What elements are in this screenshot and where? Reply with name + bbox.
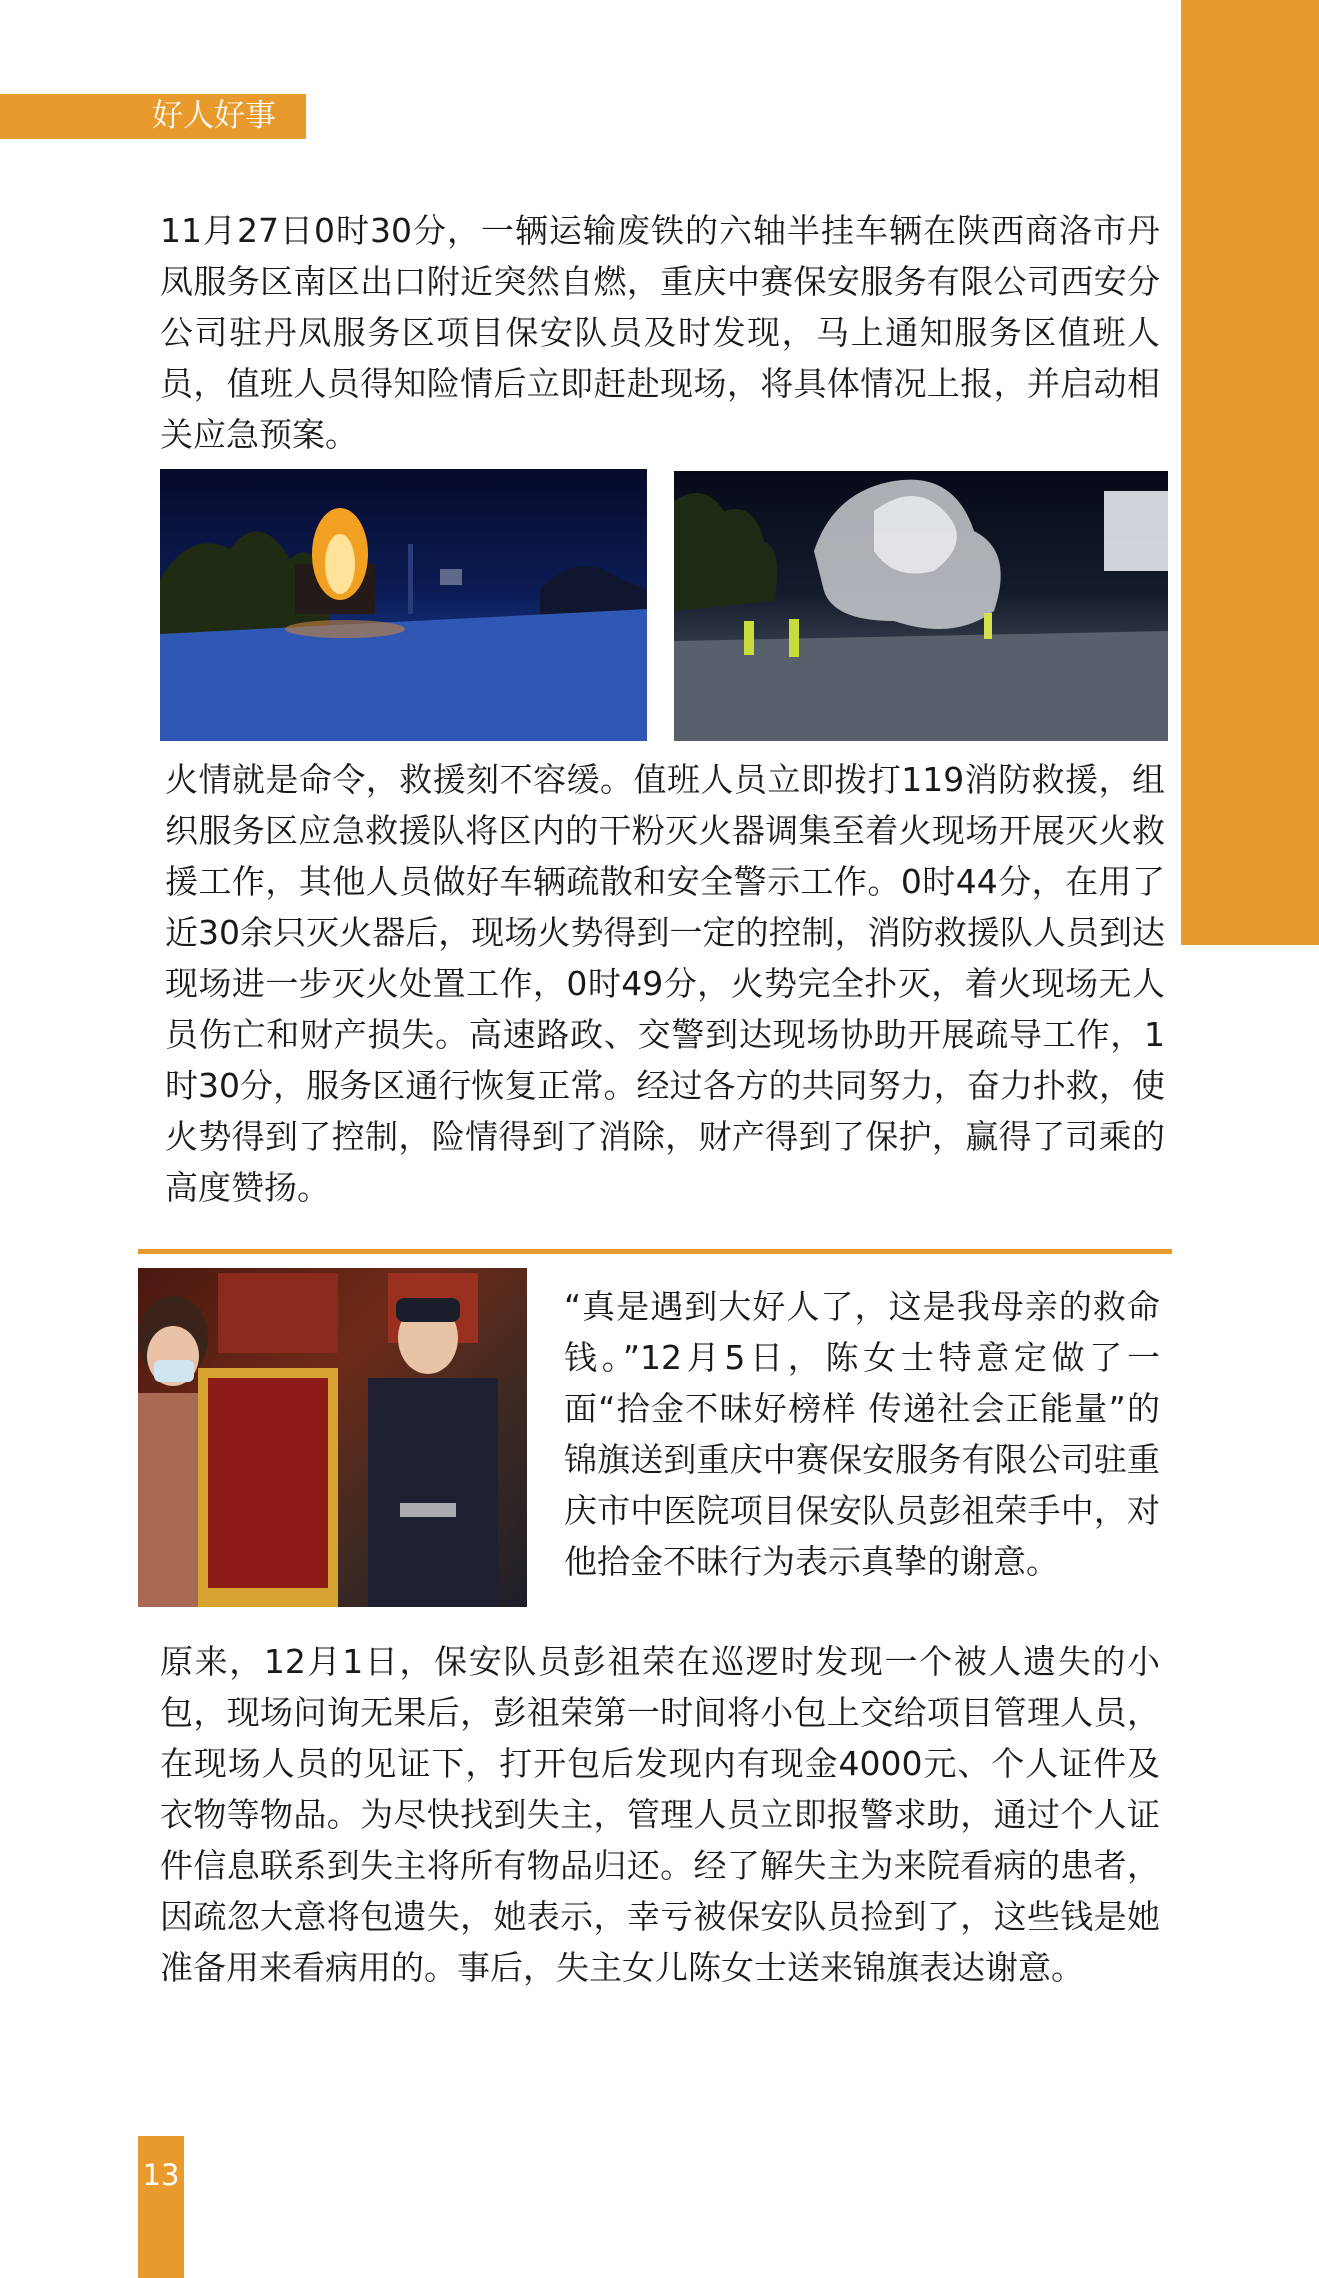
side-accent-bar	[1181, 0, 1319, 945]
smoke-scene-illustration	[674, 471, 1168, 741]
truck-fire-photo	[160, 469, 647, 741]
section-tag: 好人好事	[0, 94, 306, 139]
article-paragraph-3: “真是遇到大好人了，这是我母亲的救命钱。”12月5日，陈女士特意定做了一面“拾金不昧好榜样 传递社会正能量”的锦旗送到重庆中赛保安服务有限公司驻重庆市中医院项目保安队员彭祖荣手中，对他拾金不昧行为表示真挚的谢意。	[564, 1287, 1160, 1581]
firefighting-scene-photo	[674, 471, 1168, 741]
truck-fire-illustration	[160, 469, 647, 741]
article-paragraph-4: 原来，12月1日，保安队员彭祖荣在巡逻时发现一个被人遗失的小包，现场问询无果后，彭祖荣第一时间将小包上交给项目管理人员，在现场人员的见证下，打开包后发现内有现金4000元、个人证件及衣物等物品。为尽快找到失主，管理人员立即报警求助，通过个人证件信息联系到失主将所有物品归还。经了解失主为来院看病的患者，因疏忽大意将包遗失，她表示，幸亏被保安队员捡到了，这些钱是她准备用来看病用的。事后，失主女儿陈女士送来锦旗表达谢意。	[160, 1642, 1160, 1987]
section-divider	[138, 1249, 1172, 1254]
article-paragraph-2: 火情就是命令，救援刻不容缓。值班人员立即拨打119消防救援，组织服务区应急救援队将区内的干粉灭火器调集至着火现场开展灭火救援工作，其他人员做好车辆疏散和安全警示工作。0时44分，在用了近30余只灭火器后，现场火势得到一定的控制，消防救援队人员到达现场进一步灭火处置工作，0时49分，火势完全扑灭，着火现场无人员伤亡和财产损失。高速路政、交警到达现场协助开展疏导工作，1时30分，服务区通行恢复正常。经过各方的共同努力，奋力扑救，使火势得到了控制，险情得到了消除，财产得到了保护，赢得了司乘的高度赞扬。	[165, 760, 1165, 1207]
banner-presentation-illustration	[138, 1268, 527, 1607]
silk-banner-photo	[138, 1268, 527, 1607]
page-number: 13	[138, 2136, 184, 2278]
article-paragraph-1: 11月27日0时30分，一辆运输废铁的六轴半挂车辆在陕西商洛市丹凤服务区南区出口附近突然自燃，重庆中赛保安服务有限公司西安分公司驻丹凤服务区项目保安队员及时发现，马上通知服务区值班人员，值班人员得知险情后立即赶赴现场，将具体情况上报，并启动相关应急预案。	[160, 211, 1160, 454]
